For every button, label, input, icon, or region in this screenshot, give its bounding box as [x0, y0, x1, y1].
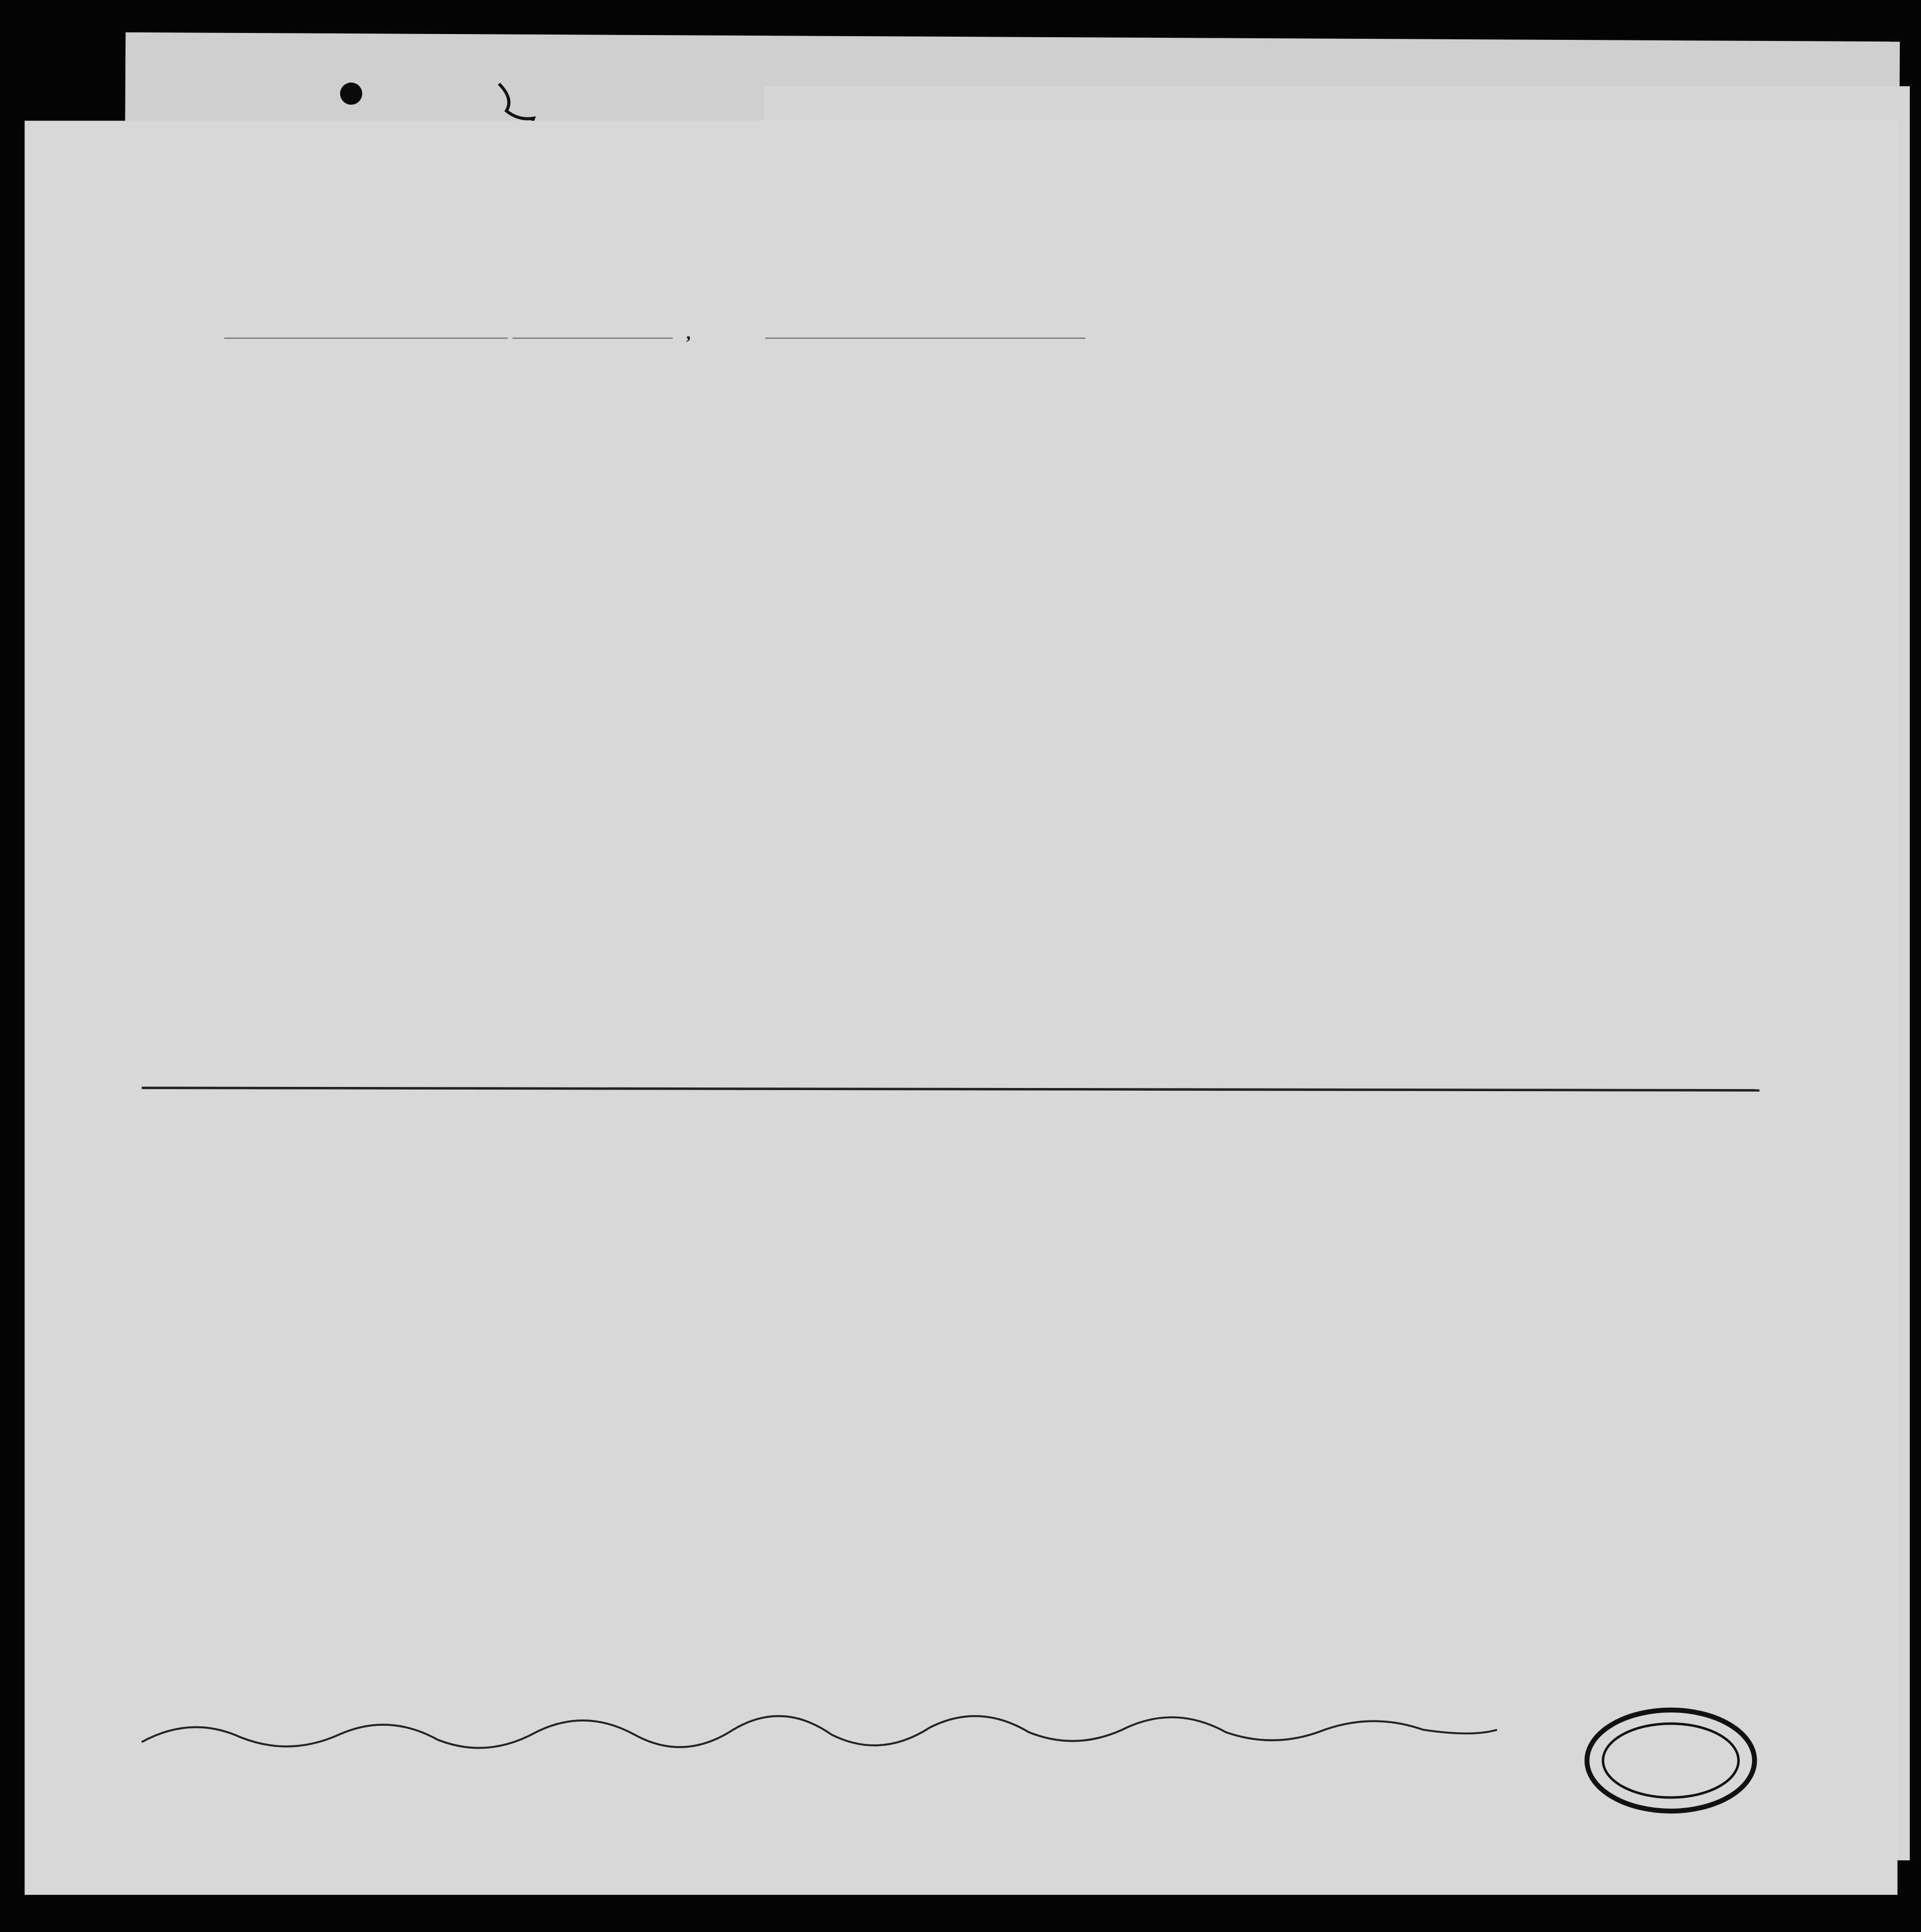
- vessel-line: ,: [224, 324, 1085, 345]
